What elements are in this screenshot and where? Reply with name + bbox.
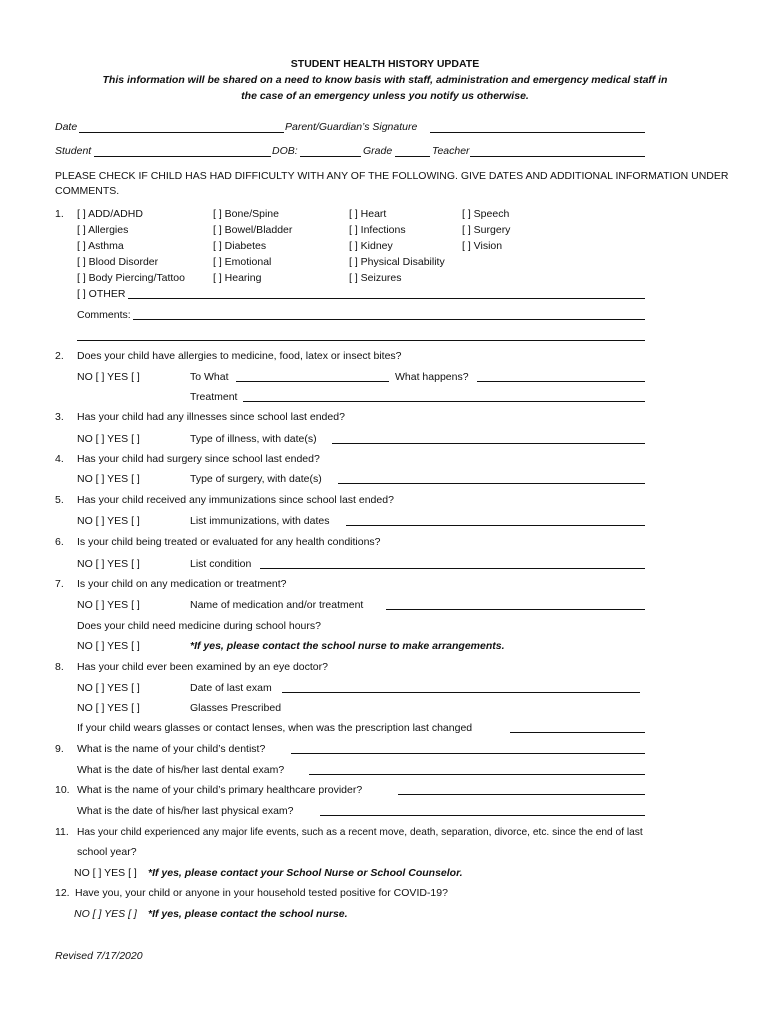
condition-checkbox[interactable]: [ ] Blood Disorder [77,256,159,268]
q6-question: Is your child being treated or evaluated for any health conditions? [77,536,381,548]
q8-no-yes-checkbox[interactable]: NO [ ] YES [ ] [77,682,140,694]
q2-what-happens-label: What happens? [395,371,469,383]
q8-glasses-label: Glasses Prescribed [190,702,282,714]
q7-number: 7. [55,578,64,590]
q7-no-yes-checkbox2[interactable]: NO [ ] YES [ ] [77,640,140,652]
q11-number: 11. [55,826,69,838]
q12-question: Have you, your child or anyone in your household tested positive for COVID-19? [75,887,448,899]
instructions-line1: PLEASE CHECK IF CHILD HAS HAD DIFFICULTY WITH ANY OF THE FOLLOWING. GIVE DATES AND ADDITIONAL INFORMATION UNDER [55,170,729,182]
q3-field-label: Type of illness, with date(s) [190,433,317,445]
condition-checkbox[interactable]: [ ] Heart [349,208,387,220]
condition-checkbox[interactable]: [ ] Bone/Spine [213,208,279,220]
q12-no-yes-checkbox[interactable]: NO [ ] YES [ ] [74,908,137,920]
q4-field-label: Type of surgery, with date(s) [190,473,322,485]
grade-label: Grade [363,145,393,157]
teacher-field[interactable] [470,156,645,157]
dob-field[interactable] [300,156,361,157]
q2-to-what-field[interactable] [236,381,389,382]
q11-question-cont: school year? [77,846,137,858]
comments-field[interactable] [133,319,645,320]
condition-checkbox[interactable]: [ ] Seizures [349,272,402,284]
q2-no-yes-checkbox[interactable]: NO [ ] YES [ ] [77,371,140,383]
q5-immunizations-field[interactable] [346,525,645,526]
condition-checkbox[interactable]: [ ] ADD/ADHD [77,208,143,220]
dob-label: DOB: [272,145,298,157]
q11-question: Has your child experienced any major life events, such as a recent move, death, separation, divorce, etc. since the end of last [77,827,643,838]
condition-checkbox[interactable]: [ ] Kidney [349,240,393,252]
q11-no-yes-checkbox[interactable]: NO [ ] YES [ ] [74,867,137,879]
q7-field-label: Name of medication and/or treatment [190,599,364,611]
q3-no-yes-checkbox[interactable]: NO [ ] YES [ ] [77,433,140,445]
condition-checkbox[interactable]: [ ] Vision [462,240,503,252]
q6-number: 6. [55,536,64,548]
q12-number: 12. [55,887,70,899]
q6-no-yes-checkbox[interactable]: NO [ ] YES [ ] [77,558,140,570]
q2-number: 2. [55,350,64,362]
q5-field-label: List immunizations, with dates [190,515,330,527]
q4-number: 4. [55,453,64,465]
q2-question: Does your child have allergies to medicine, food, latex or insect bites? [77,350,402,362]
q12-note: *If yes, please contact the school nurse. [148,908,348,920]
q5-no-yes-checkbox[interactable]: NO [ ] YES [ ] [77,515,140,527]
q9-question2: What is the date of his/her last dental exam? [77,764,285,776]
q9-dental-exam-field[interactable] [309,774,645,775]
condition-checkbox[interactable]: [ ] Speech [462,208,510,220]
condition-checkbox[interactable]: [ ] Diabetes [213,240,267,252]
q10-physical-exam-field[interactable] [320,815,645,816]
condition-checkbox[interactable]: [ ] Bowel/Bladder [213,224,293,236]
signature-field[interactable] [430,132,645,133]
signature-label: Parent/Guardian’s Signature [285,121,418,133]
q6-field-label: List condition [190,558,252,570]
privacy-notice-line1: This information will be shared on a need to know basis with staff, administration and emergency medical staff in [102,74,668,86]
other-checkbox[interactable]: [ ] OTHER [77,288,126,300]
q4-surgery-field[interactable] [338,483,645,484]
form-title: STUDENT HEALTH HISTORY UPDATE [290,58,480,70]
q6-condition-field[interactable] [260,568,645,569]
q8-field-label: Date of last exam [190,682,272,694]
q7-note: *If yes, please contact the school nurse to make arrangements. [190,640,505,652]
q3-illness-field[interactable] [332,443,645,444]
q1-number: 1. [55,208,64,220]
condition-checkbox[interactable]: [ ] Body Piercing/Tattoo [77,272,185,284]
condition-checkbox[interactable]: [ ] Hearing [213,272,262,284]
q5-number: 5. [55,494,64,506]
student-field[interactable] [94,156,271,157]
condition-checkbox[interactable]: [ ] Physical Disability [349,256,445,268]
q9-question: What is the name of your child’s dentist? [77,743,266,755]
condition-checkbox[interactable]: [ ] Asthma [77,240,124,252]
q3-question: Has your child had any illnesses since school last ended? [77,411,345,423]
q11-note: *If yes, please contact your School Nurse or School Counselor. [148,867,463,879]
q10-number: 10. [55,784,70,796]
condition-checkbox[interactable]: [ ] Surgery [462,224,511,236]
q8-exam-date-field[interactable] [282,692,640,693]
privacy-notice-line2: the case of an emergency unless you notify us otherwise. [241,90,529,102]
q4-question: Has your child had surgery since school last ended? [77,453,320,465]
condition-checkbox[interactable]: [ ] Emotional [213,256,272,268]
q7-question: Is your child on any medication or treatment? [77,578,287,590]
q10-question: What is the name of your child’s primary healthcare provider? [77,784,363,796]
q2-treatment-field[interactable] [243,401,645,402]
q7-question2: Does your child need medicine during school hours? [77,620,321,632]
comments-field-line2[interactable] [77,340,645,341]
q8-prescription-field[interactable] [510,732,645,733]
teacher-label: Teacher [432,145,470,157]
q2-to-what-label: To What [190,371,229,383]
q10-provider-field[interactable] [398,794,645,795]
q8-number: 8. [55,661,64,673]
q9-dentist-field[interactable] [291,753,645,754]
q8-prescription-question: If your child wears glasses or contact lenses, when was the prescription last changed [77,722,473,734]
q5-question: Has your child received any immunizations since school last ended? [77,494,394,506]
q10-question2: What is the date of his/her last physical exam? [77,805,294,817]
grade-field[interactable] [395,156,430,157]
q7-medication-field[interactable] [386,609,645,610]
revision-date: Revised 7/17/2020 [55,950,143,962]
q8-no-yes-checkbox2[interactable]: NO [ ] YES [ ] [77,702,140,714]
condition-checkbox[interactable]: [ ] Infections [349,224,406,236]
q9-number: 9. [55,743,64,755]
q4-no-yes-checkbox[interactable]: NO [ ] YES [ ] [77,473,140,485]
q2-what-happens-field[interactable] [477,381,645,382]
condition-checkbox[interactable]: [ ] Allergies [77,224,129,236]
date-field[interactable] [79,132,284,133]
q2-treatment-label: Treatment [190,391,238,403]
q7-no-yes-checkbox[interactable]: NO [ ] YES [ ] [77,599,140,611]
comments-label: Comments: [77,309,131,321]
date-label: Date [55,121,78,133]
instructions-line2: COMMENTS. [55,185,120,197]
q8-question: Has your child ever been examined by an eye doctor? [77,661,328,673]
other-field[interactable] [128,298,645,299]
q3-number: 3. [55,411,64,423]
student-label: Student [55,145,92,157]
